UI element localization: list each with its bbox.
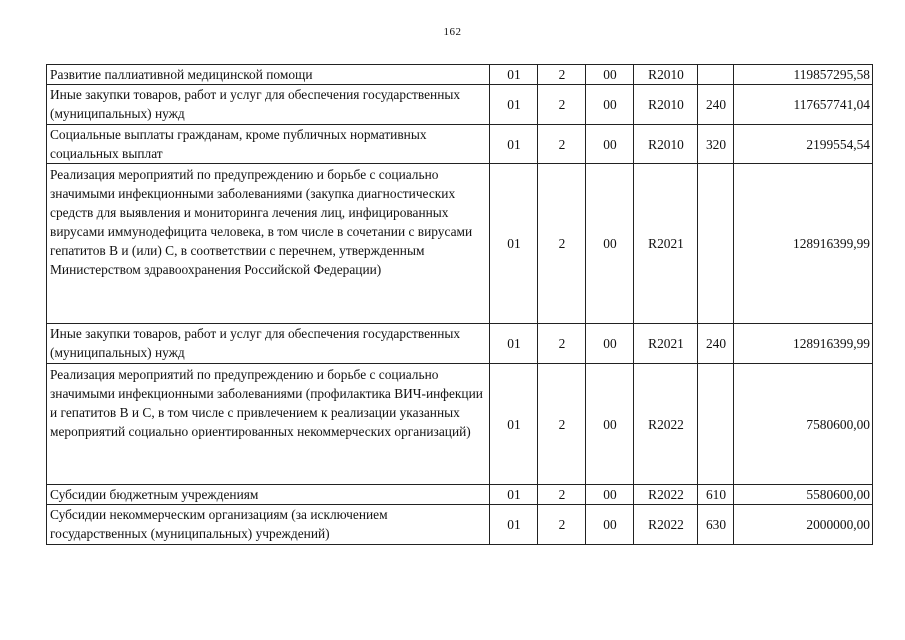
- expense-type-code: [698, 164, 734, 324]
- expense-name: Субсидии некоммерческим организациям (за исключением государственных (муниципальных) учреждений): [47, 505, 490, 545]
- target-article-code: R2022: [634, 505, 698, 545]
- table-row: [47, 125, 873, 164]
- program-code: 01: [490, 164, 538, 324]
- expense-name: Иные закупки товаров, работ и услуг для обеспечения государственных (муниципальных) нужд: [47, 324, 490, 364]
- amount: 2199554,54: [734, 125, 873, 164]
- expense-type-code: [698, 364, 734, 485]
- direction-code: 00: [586, 125, 634, 164]
- table-row: [47, 85, 873, 125]
- table-row: [47, 65, 873, 85]
- direction-code: 00: [586, 65, 634, 85]
- amount: 2000000,00: [734, 505, 873, 545]
- expense-type-code: 320: [698, 125, 734, 164]
- target-article-code: R2021: [634, 324, 698, 364]
- amount: 119857295,58: [734, 65, 873, 85]
- expense-type-code: 610: [698, 485, 734, 505]
- budget-table: [46, 64, 873, 545]
- expense-name: Реализация мероприятий по предупреждению и борьбе с социально значимыми инфекционными заболеваниями (закупка диагностических средств для выявления и мониторинга лечения лиц, инфицированных вирусами иммунодефицита человека, в том числе в сочетании с вирусами гепатитов В и (или) С, в соответствии с перечнем, утвержденным Министерством здравоохранения Российской Федерации): [47, 164, 490, 324]
- direction-code: 00: [586, 485, 634, 505]
- target-article-code: R2010: [634, 65, 698, 85]
- subprogram-code: 2: [538, 505, 586, 545]
- program-code: 01: [490, 364, 538, 485]
- program-code: 01: [490, 505, 538, 545]
- program-code: 01: [490, 485, 538, 505]
- subprogram-code: 2: [538, 125, 586, 164]
- expense-name: Реализация мероприятий по предупреждению и борьбе с социально значимыми инфекционными заболеваниями (профилактика ВИЧ-инфекции и гепатитов В и С, в том числе с привлечением к реализации указанных мероприятий социально ориентированных некоммерческих организаций): [47, 364, 490, 485]
- program-code: 01: [490, 85, 538, 125]
- program-code: 01: [490, 65, 538, 85]
- target-article-code: R2010: [634, 85, 698, 125]
- target-article-code: R2022: [634, 364, 698, 485]
- expense-type-code: [698, 65, 734, 85]
- program-code: 01: [490, 324, 538, 364]
- amount: 117657741,04: [734, 85, 873, 125]
- page-number: 162: [443, 26, 462, 38]
- direction-code: 00: [586, 164, 634, 324]
- amount: 5580600,00: [734, 485, 873, 505]
- target-article-code: R2010: [634, 125, 698, 164]
- expense-type-code: 630: [698, 505, 734, 545]
- subprogram-code: 2: [538, 65, 586, 85]
- expense-type-code: 240: [698, 324, 734, 364]
- subprogram-code: 2: [538, 324, 586, 364]
- table-row: [47, 364, 873, 485]
- expense-type-code: 240: [698, 85, 734, 125]
- subprogram-code: 2: [538, 164, 586, 324]
- table-row: [47, 324, 873, 364]
- expense-name: Развитие паллиативной медицинской помощи: [47, 65, 490, 85]
- expense-name: Иные закупки товаров, работ и услуг для обеспечения государственных (муниципальных) нужд: [47, 85, 490, 125]
- expense-name: Субсидии бюджетным учреждениям: [47, 485, 490, 505]
- table-row: [47, 485, 873, 505]
- direction-code: 00: [586, 364, 634, 485]
- direction-code: 00: [586, 85, 634, 125]
- amount: 128916399,99: [734, 324, 873, 364]
- direction-code: 00: [586, 505, 634, 545]
- expense-name: Социальные выплаты гражданам, кроме публичных нормативных социальных выплат: [47, 125, 490, 164]
- subprogram-code: 2: [538, 364, 586, 485]
- target-article-code: R2021: [634, 164, 698, 324]
- target-article-code: R2022: [634, 485, 698, 505]
- amount: 128916399,99: [734, 164, 873, 324]
- table-row: [47, 505, 873, 545]
- program-code: 01: [490, 125, 538, 164]
- table-row: [47, 164, 873, 324]
- subprogram-code: 2: [538, 485, 586, 505]
- subprogram-code: 2: [538, 85, 586, 125]
- amount: 7580600,00: [734, 364, 873, 485]
- direction-code: 00: [586, 324, 634, 364]
